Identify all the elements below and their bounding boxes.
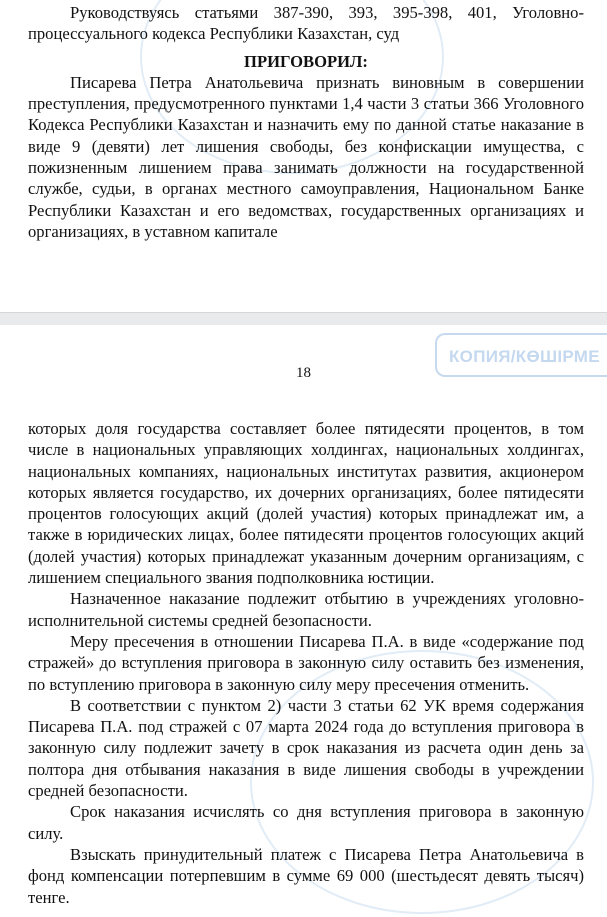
term-paragraph: Срок наказания исчислять со дня вступления приговора в законную силу. [28,802,584,843]
verdict-paragraph: Писарева Петра Анатольевича признать виновным в совершении преступления, предусмотренного пунктами 1,4 части 3 статьи 366 Уголовного Кодекса Республики Казахстан и назначить ему по данной статье наказание в виде 9 (девяти) лет лишения свободы, без конфискации имущества, с пожизненным лишением права занимать должности на государственной службе, судьи, в органах местного самоуправления, Национальном Банке Республики Казахстан и его ведомствах, государственных организациях и организациях, в уставном капитале [28,72,584,241]
top-page-text [28,2,584,242]
bottom-page-text [28,418,584,908]
credit-paragraph: В соответствии с пунктом 2) части 3 статьи 62 УК время содержания Писарева П.А. под стражей с 07 марта 2024 года до вступления приговора в законную силу подлежит зачету в срок наказания из расчета один день за полтора дня отбывания наказания в виде лишения свободы в учреждении средней безопасности. [28,695,584,801]
intro-paragraph: Руководствуясь статьями 387-390, 393, 395-398, 401, Уголовно-процессуального кодекса Республики Казахстан, суд [28,3,584,44]
copy-stamp: КОПИЯ/КӨШІРМЕ [435,333,607,377]
continuation-paragraph: которых доля государства составляет более пятидесяти процентов, в том числе в национальных управляющих холдингах, национальных холдингах, национальных компаниях, национальных институтах развития, акционером которых является государство, их дочерних организациях, более пятидесяти процентов голосующих акций (долей участия) которых принадлежат им, а также в юридических лицах, более пятидесяти процентов голосующих акций (долей участия) которых принадлежат указанным дочерним организациям, с лишением специального звания подполковника юстиции. [28,419,584,588]
payment-paragraph: Взыскать принудительный платеж с Писарева Петра Анатольевича в фонд компенсации потерпевшим в сумме 69 000 (шестьдесят девять тысяч) тенге. [28,844,584,907]
verdict-heading: ПРИГОВОРИЛ: [244,51,368,71]
page-number: 18 [296,365,311,381]
measure-paragraph: Меру пресечения в отношении Писарева П.А. в виде «содержание под стражей» до вступления приговора в законную силу оставить без изменения, по вступлению приговора в законную силу меру пресечения отменить. [28,631,584,694]
sentence-paragraph: Назначенное наказание подлежит отбытию в учреждениях уголовно-исполнительной системы средней безопасности. [28,589,584,630]
page-separator [0,312,607,326]
